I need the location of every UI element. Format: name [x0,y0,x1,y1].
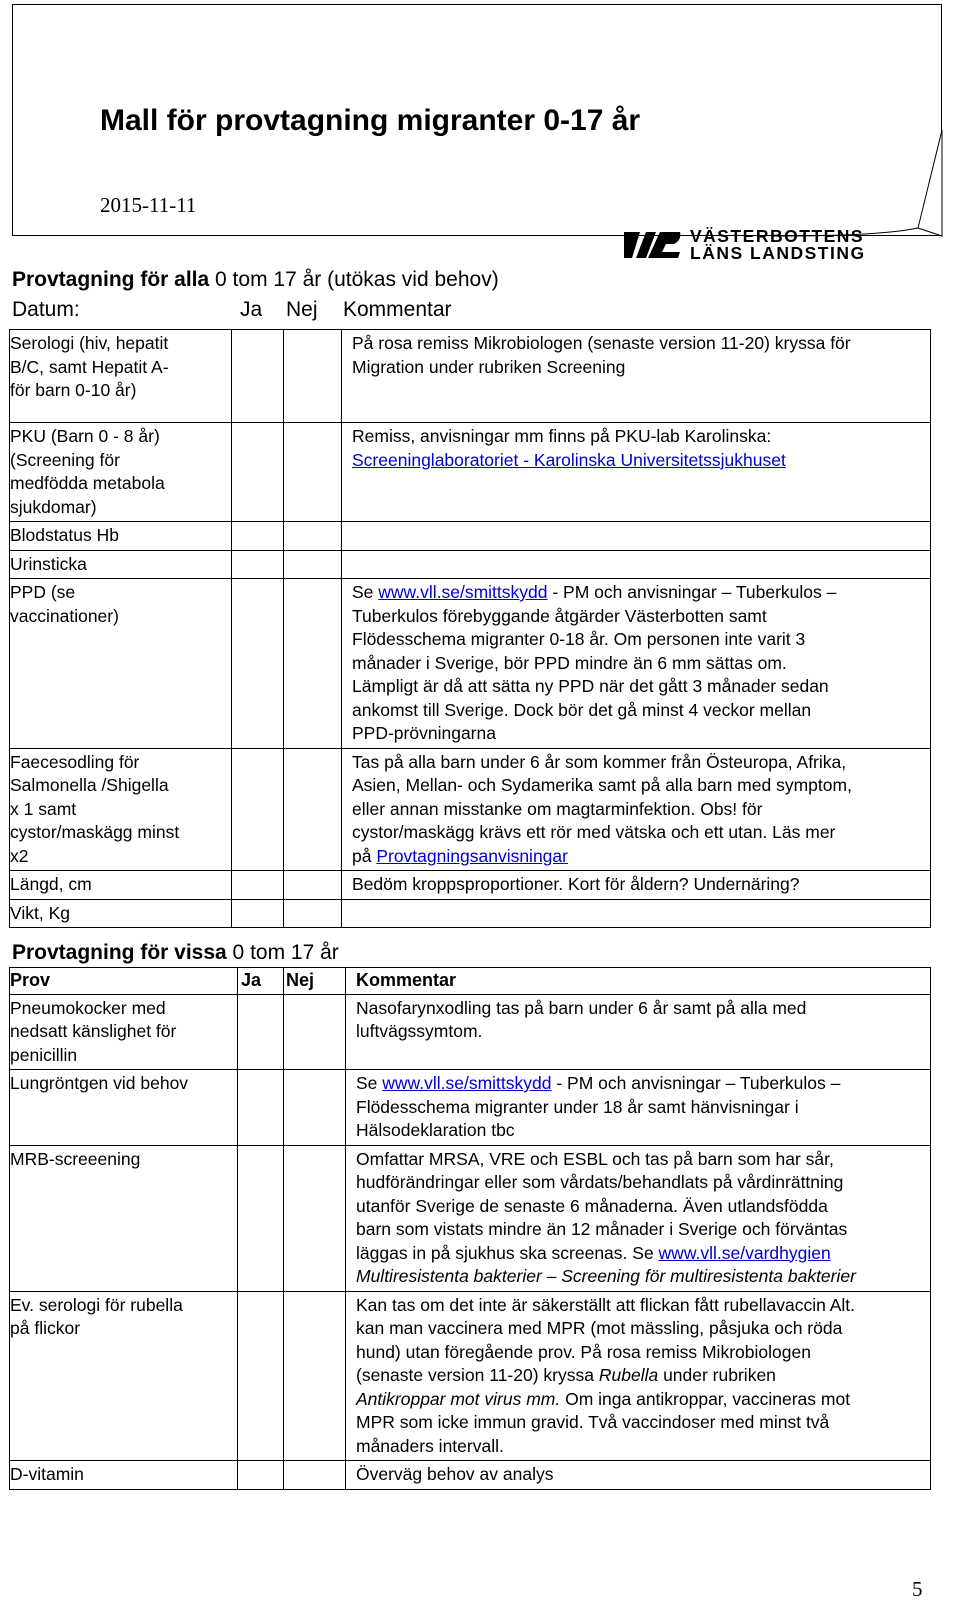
column-header-datum: Datum: [12,298,80,321]
comment-cell: Se www.vll.se/smittskydd - PM och anvisningar – Tuberkulos – Tuberkulos förebyggande åtgärder Västerbotten samt Flödesschema migranter 0-18 år. Om personen inte varit 3 månader i Sverige, bör PPD mindre än 6 mm sättas om. Lämpligt är då att sätta ny PPD när det gått 3 månader sedan ankomst till Sverige. Dock bör det gå minst 4 veckor mellan PPD-prövningarna [342,579,931,749]
prov-cell: PKU (Barn 0 - 8 år) (Screening för medfödda metabola sjukdomar) [10,423,232,522]
ja-checkbox-cell[interactable] [232,579,284,749]
comment-cell [342,899,931,928]
comment-cell: På rosa remiss Mikrobiologen (senaste version 11-20) kryssa för Migration under rubriken Screening [342,330,931,423]
ja-checkbox-cell[interactable] [238,1145,284,1291]
prov-cell: Vikt, Kg [10,899,232,928]
prov-cell: Lungröntgen vid behov [10,1070,238,1146]
table-row [10,550,931,579]
prov-cell: MRB-screeening [10,1145,238,1291]
ja-checkbox-cell[interactable] [238,1461,284,1490]
table-row [10,522,931,551]
page-title: Mall för provtagning migranter 0-17 år [100,104,641,137]
ja-checkbox-cell[interactable] [232,522,284,551]
table-row [10,1145,931,1291]
table-row [10,871,931,900]
column-header-kommentar: Kommentar [343,298,452,321]
ja-checkbox-cell[interactable] [232,899,284,928]
table-header-row [10,968,931,995]
comment-cell: Nasofarynxodling tas på barn under 6 år samt på alla med luftvägssymtom. [346,994,931,1070]
comment-cell: Överväg behov av analys [346,1461,931,1490]
section-heading-bold: Provtagning för alla [12,268,210,291]
column-header-ja: Ja [240,298,263,321]
comment-cell: Remiss, anvisningar mm finns på PKU-lab Karolinska: Screeninglaboratoriet - Karolinska Universitetssjukhuset [342,423,931,522]
column-header-nej: Nej [284,968,346,995]
document-date: 2015-11-11 [100,193,197,217]
nej-checkbox-cell[interactable] [284,1070,346,1146]
comment-cell [342,522,931,551]
vll-logo-mark-icon [622,226,682,264]
prov-cell: Faecesodling för Salmonella /Shigella x 1 samt cystor/maskägg minst x2 [10,748,232,871]
vardhygien-link[interactable]: www.vll.se/vardhygien [658,1242,831,1263]
column-header-kommentar: Kommentar [346,968,931,995]
table-row [10,1461,931,1490]
table-provtagning-alla [9,329,931,928]
table-row [10,748,931,871]
nej-checkbox-cell[interactable] [284,994,346,1070]
nej-checkbox-cell[interactable] [284,579,342,749]
comment-cell: Omfattar MRSA, VRE och ESBL och tas på barn som har sår, hudförändringar eller som vårdats/behandlats på vårdinrättning utanför Sverige de senaste 6 månaderna. Även utlandsfödda barn som vistats mindre än 12 månader i Sverige och förväntas läggas in på sjukhus ska screenas. Se www.vll.se/vardhygien Multiresistenta bakterier – Screening för multiresistenta bakterier [346,1145,931,1291]
section-heading-rest: 0 tom 17 år (utökas vid behov) [209,268,499,291]
smittskydd-link[interactable]: www.vll.se/smittskydd [382,1073,552,1093]
section-heading-vissa [12,941,339,965]
comment-cell: Kan tas om det inte är säkerställt att flickan fått rubellavaccin Alt. kan man vaccinera med MPR (mot mässling, påsjuka och röda hund) utan föregående prov. På rosa remiss Mikrobiologen (senaste version 11-20) kryssa Rubella under rubriken Antikroppar mot virus mm. Om inga antikroppar, vaccineras mot MPR som icke immun gravid. Två vaccindoser med minst två månaders intervall. [346,1291,931,1461]
provtagningsanvisningar-link[interactable]: Provtagningsanvisningar [376,845,568,866]
nej-checkbox-cell[interactable] [284,871,342,900]
table-row [10,1291,931,1461]
column-header-prov: Prov [10,968,238,995]
comment-cell: Bedöm kroppsproportioner. Kort för åldern? Undernäring? [342,871,931,900]
ja-checkbox-cell[interactable] [232,423,284,522]
ja-checkbox-cell[interactable] [238,994,284,1070]
table-row [10,1070,931,1146]
nej-checkbox-cell[interactable] [284,748,342,871]
section-heading-rest: 0 tom 17 år [226,941,339,964]
nej-checkbox-cell[interactable] [284,899,342,928]
column-header-ja: Ja [238,968,284,995]
comment-cell [342,550,931,579]
logo-line-2: LÄNS LANDSTING [690,243,866,263]
nej-checkbox-cell[interactable] [284,1145,346,1291]
prov-cell: Blodstatus Hb [10,522,232,551]
prov-cell: Längd, cm [10,871,232,900]
nej-checkbox-cell[interactable] [284,423,342,522]
table-row [10,330,931,423]
ja-checkbox-cell[interactable] [238,1291,284,1461]
nej-checkbox-cell[interactable] [284,550,342,579]
prov-cell: PPD (se vaccinationer) [10,579,232,749]
comment-cell: Tas på alla barn under 6 år som kommer från Östeuropa, Afrika, Asien, Mellan- och Sydamerika samt på alla barn med symptom, eller annan misstanke om magtarminfektion. Obs! för cystor/maskägg krävs ett rör med vätska och ett utan. Läs mer på Provtagningsanvisningar [342,748,931,871]
organization-logo [622,226,866,264]
prov-cell: D-vitamin [10,1461,238,1490]
comment-cell: Se www.vll.se/smittskydd - PM och anvisningar – Tuberkulos – Flödesschema migranter under 18 år samt hänvisningar i Hälsodeklaration tbc [346,1070,931,1146]
table-provtagning-vissa [9,967,931,1490]
column-header-nej: Nej [286,298,318,321]
ja-checkbox-cell[interactable] [238,1070,284,1146]
table-row [10,994,931,1070]
section-heading-alla [12,268,499,292]
ja-checkbox-cell[interactable] [232,748,284,871]
prov-cell: Ev. serologi för rubella på flickor [10,1291,238,1461]
smittskydd-link[interactable]: www.vll.se/smittskydd [378,582,548,602]
prov-cell: Pneumokocker med nedsatt känslighet för penicillin [10,994,238,1070]
ja-checkbox-cell[interactable] [232,330,284,423]
table-row [10,899,931,928]
table-row [10,579,931,749]
prov-cell: Urinsticka [10,550,232,579]
screeninglaboratoriet-link[interactable]: Screeninglaboratoriet - Karolinska Universitetssjukhuset [352,449,786,470]
logo-line-1: VÄSTERBOTTENS [690,226,865,246]
nej-checkbox-cell[interactable] [284,330,342,423]
prov-cell: Serologi (hiv, hepatit B/C, samt Hepatit A- för barn 0-10 år) [10,330,232,423]
nej-checkbox-cell[interactable] [284,522,342,551]
page-number: 5 [912,1577,923,1601]
section-heading-bold: Provtagning för vissa [12,941,227,964]
ja-checkbox-cell[interactable] [232,871,284,900]
table-row [10,423,931,522]
nej-checkbox-cell[interactable] [284,1291,346,1461]
nej-checkbox-cell[interactable] [284,1461,346,1490]
ja-checkbox-cell[interactable] [232,550,284,579]
